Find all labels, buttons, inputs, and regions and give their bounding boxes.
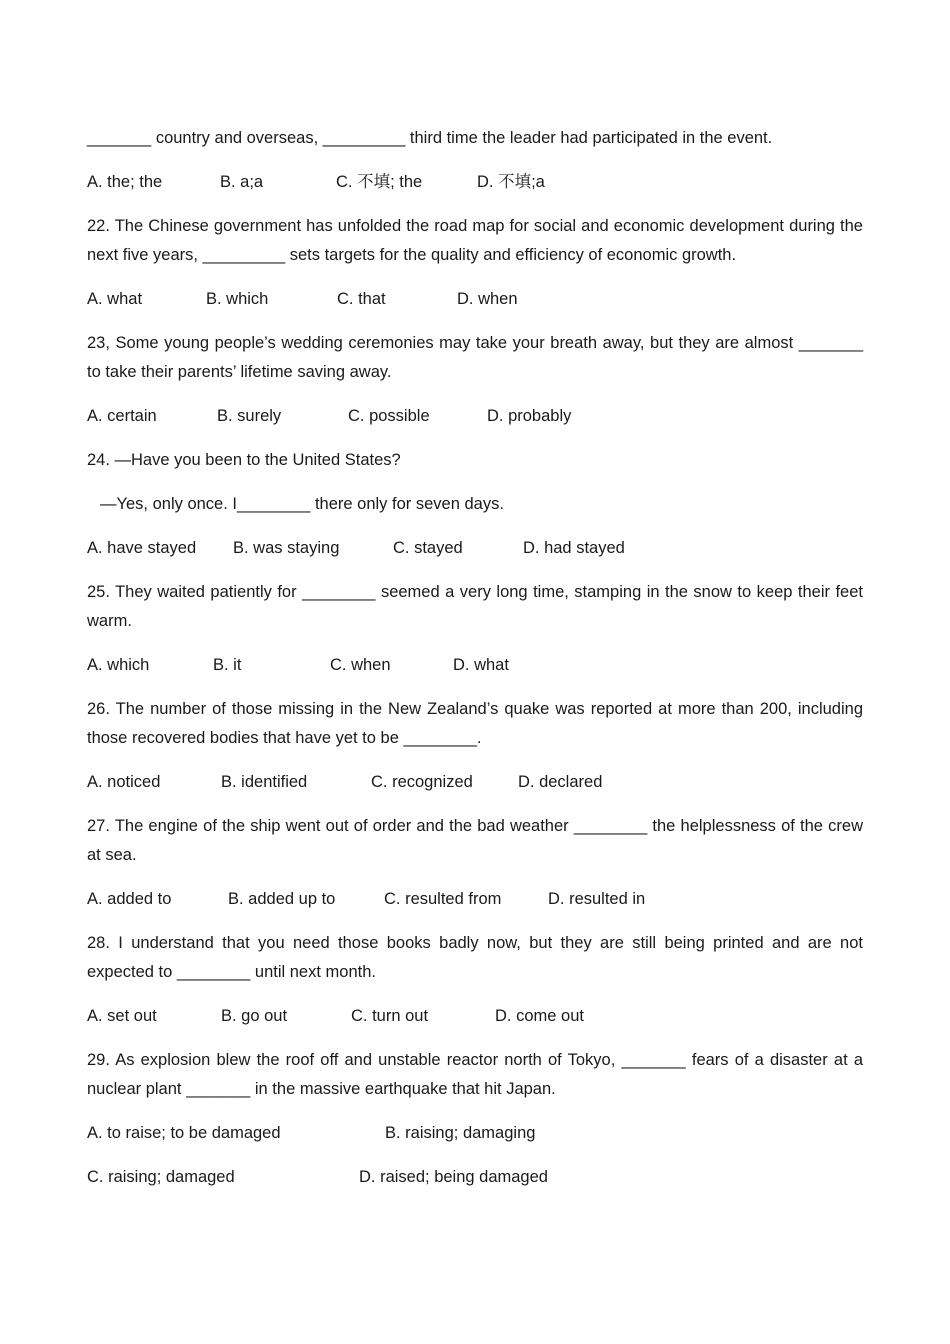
question-24-reply: —Yes, only once. I________ there only for seven days. bbox=[100, 495, 504, 513]
option-b: B. it bbox=[213, 656, 242, 674]
option-a: A. which bbox=[87, 656, 150, 674]
option-d: D. declared bbox=[518, 773, 603, 791]
question-27-options bbox=[87, 885, 863, 914]
question-22-options bbox=[87, 285, 863, 314]
option-a: A. to raise; to be damaged bbox=[87, 1124, 281, 1142]
question-29-options-row-2 bbox=[87, 1163, 863, 1192]
question-28-stem: 28. I understand that you need those books badly now, but they are still being printed and are not expected to ________ until next month. bbox=[87, 934, 863, 981]
question-29-stem: 29. As explosion blew the roof off and unstable reactor north of Tokyo, _______ fears of a disaster at a nuclear plant _______ in the massive earthquake that hit Japan. bbox=[87, 1051, 863, 1098]
question-27-stem: 27. The engine of the ship went out of order and the bad weather ________ the helplessness of the crew at sea. bbox=[87, 817, 863, 864]
option-d: D. resulted in bbox=[548, 890, 646, 908]
option-d: D. what bbox=[453, 656, 509, 674]
option-b: B. which bbox=[206, 290, 269, 308]
option-a: A. noticed bbox=[87, 773, 161, 791]
question-24-options bbox=[87, 534, 863, 563]
question-25-options bbox=[87, 651, 863, 680]
question-28-options bbox=[87, 1002, 863, 1031]
option-a: A. certain bbox=[87, 407, 157, 425]
question-21-options bbox=[87, 168, 863, 197]
option-c: C. stayed bbox=[393, 539, 463, 557]
question-list bbox=[87, 124, 863, 1207]
option-b: B. surely bbox=[217, 407, 282, 425]
question-23-options bbox=[87, 402, 863, 431]
question-24-stem: 24. —Have you been to the United States? bbox=[87, 451, 401, 469]
option-b: B. identified bbox=[221, 773, 308, 791]
option-c: C. possible bbox=[348, 407, 430, 425]
option-c: C. when bbox=[330, 656, 391, 674]
question-25-stem: 25. They waited patiently for ________ seemed a very long time, stamping in the snow to keep their feet warm. bbox=[87, 583, 863, 630]
option-b: B. go out bbox=[221, 1007, 288, 1025]
option-c: C. turn out bbox=[351, 1007, 429, 1025]
option-a: A. set out bbox=[87, 1007, 157, 1025]
option-d: D. come out bbox=[495, 1007, 584, 1025]
option-b: B. raising; damaging bbox=[385, 1124, 536, 1142]
option-b: B. was staying bbox=[233, 539, 340, 557]
option-a: A. what bbox=[87, 290, 143, 308]
question-22-stem: 22. The Chinese government has unfolded the road map for social and economic development during the next five years, _________ sets targets for the quality and efficiency of economic growth. bbox=[87, 217, 863, 264]
option-d: D. when bbox=[457, 290, 518, 308]
option-a: A. the; the bbox=[87, 173, 163, 191]
option-a: A. added to bbox=[87, 890, 172, 908]
question-23-stem: 23, Some young people’s wedding ceremonies may take your breath away, but they are almost _______ to take their parents’ lifetime saving away. bbox=[87, 334, 863, 381]
option-d: D. 不填;a bbox=[477, 173, 545, 191]
option-b: B. a;a bbox=[220, 173, 264, 191]
option-c: C. resulted from bbox=[384, 890, 502, 908]
option-a: A. have stayed bbox=[87, 539, 197, 557]
question-26-stem: 26. The number of those missing in the New Zealand’s quake was reported at more than 200, including those recovered bodies that have yet to be ________. bbox=[87, 700, 863, 747]
option-c: C. that bbox=[337, 290, 386, 308]
question-26-options bbox=[87, 768, 863, 797]
option-b: B. added up to bbox=[228, 890, 336, 908]
option-d: D. probably bbox=[487, 407, 572, 425]
option-c: C. recognized bbox=[371, 773, 473, 791]
question-21-stem: _______ country and overseas, _________ third time the leader had participated in the event. bbox=[87, 129, 773, 147]
option-c: C. 不填; the bbox=[336, 173, 423, 191]
option-c: C. raising; damaged bbox=[87, 1168, 235, 1186]
option-d: D. had stayed bbox=[523, 539, 625, 557]
question-29-options-row-1 bbox=[87, 1119, 863, 1148]
option-d: D. raised; being damaged bbox=[359, 1168, 548, 1186]
